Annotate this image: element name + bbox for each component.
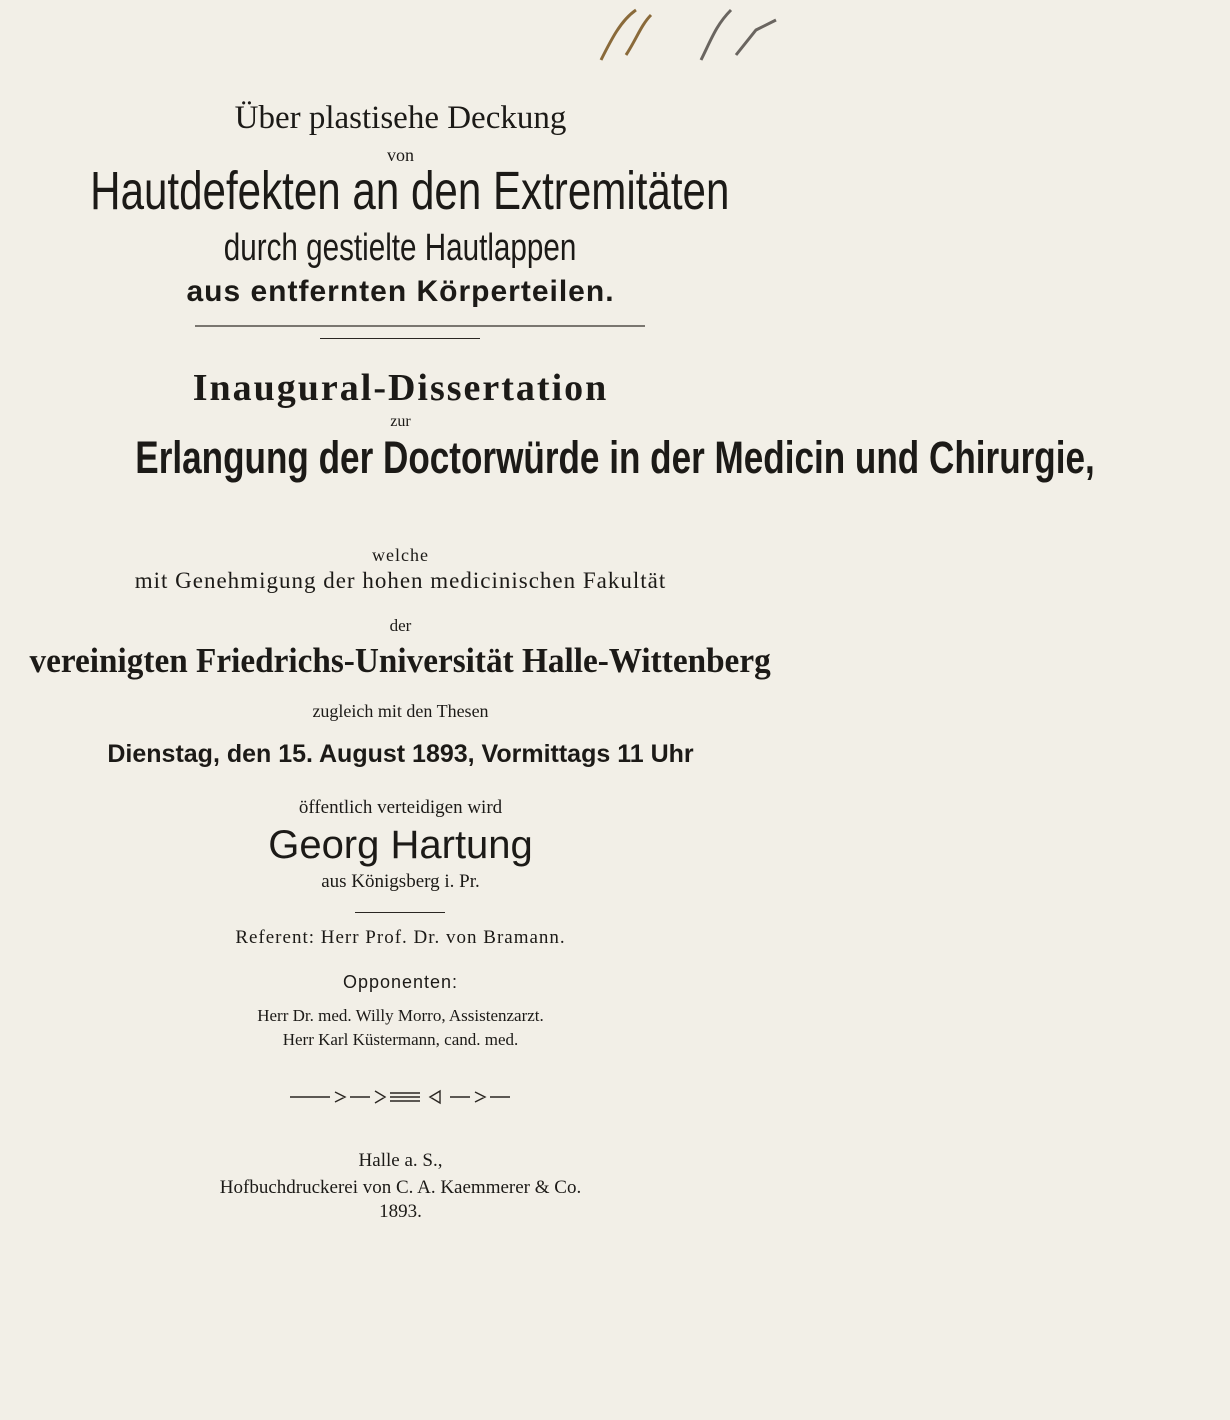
title-line-1: Über plastisehe Deckung xyxy=(234,100,567,136)
printer-line: Hofbuchdruckerei von C. A. Kaemmerer & Co. xyxy=(219,1177,582,1198)
datum-line: Dienstag, den 15. August 1893, Vormittags 11 Uhr xyxy=(107,740,694,768)
welche-text: welche xyxy=(372,545,429,565)
title-von: von xyxy=(387,145,414,165)
oeffentlich-text: öffentlich verteidigen wird xyxy=(298,797,503,818)
ornament-divider-icon xyxy=(290,1087,510,1107)
divider-short xyxy=(320,338,480,339)
opponent-2: Herr Karl Küstermann, cand. med. xyxy=(282,1030,519,1049)
title-line-4: aus entfernten Körperteilen. xyxy=(186,275,615,308)
dissertation-title: Inaugural-Dissertation xyxy=(192,367,609,409)
divider-author xyxy=(355,912,445,913)
year-line: 1893. xyxy=(379,1201,422,1222)
opponent-1: Herr Dr. med. Willy Morro, Assistenzarzt. xyxy=(257,1006,544,1025)
zugleich-text: zugleich mit den Thesen xyxy=(312,701,489,721)
referent-line: Referent: Herr Prof. Dr. von Bramann. xyxy=(235,927,566,948)
title-line-3: durch gestielte Hautlappen xyxy=(224,227,577,269)
title-line-2: Hautdefekten an den Extremitäten xyxy=(90,161,730,221)
der-text: der xyxy=(389,616,412,635)
erlangung-line: Erlangung der Doctorwürde in der Medicin und Chirurgie, xyxy=(135,432,1095,483)
author-origin: aus Königsberg i. Pr. xyxy=(321,871,480,892)
universitaet-line: vereinigten Friedrichs-Universität Halle-Wittenberg xyxy=(29,641,772,680)
author-name: Georg Hartung xyxy=(268,823,533,867)
divider-smudge xyxy=(195,325,645,327)
genehmigung-line: mit Genehmigung der hohen medicinischen Fakultät xyxy=(134,568,667,593)
zur-text: zur xyxy=(390,413,411,430)
opponenten-heading: Opponenten: xyxy=(342,972,459,992)
place-line: Halle a. S., xyxy=(358,1150,443,1171)
pencil-scribble xyxy=(541,0,781,70)
